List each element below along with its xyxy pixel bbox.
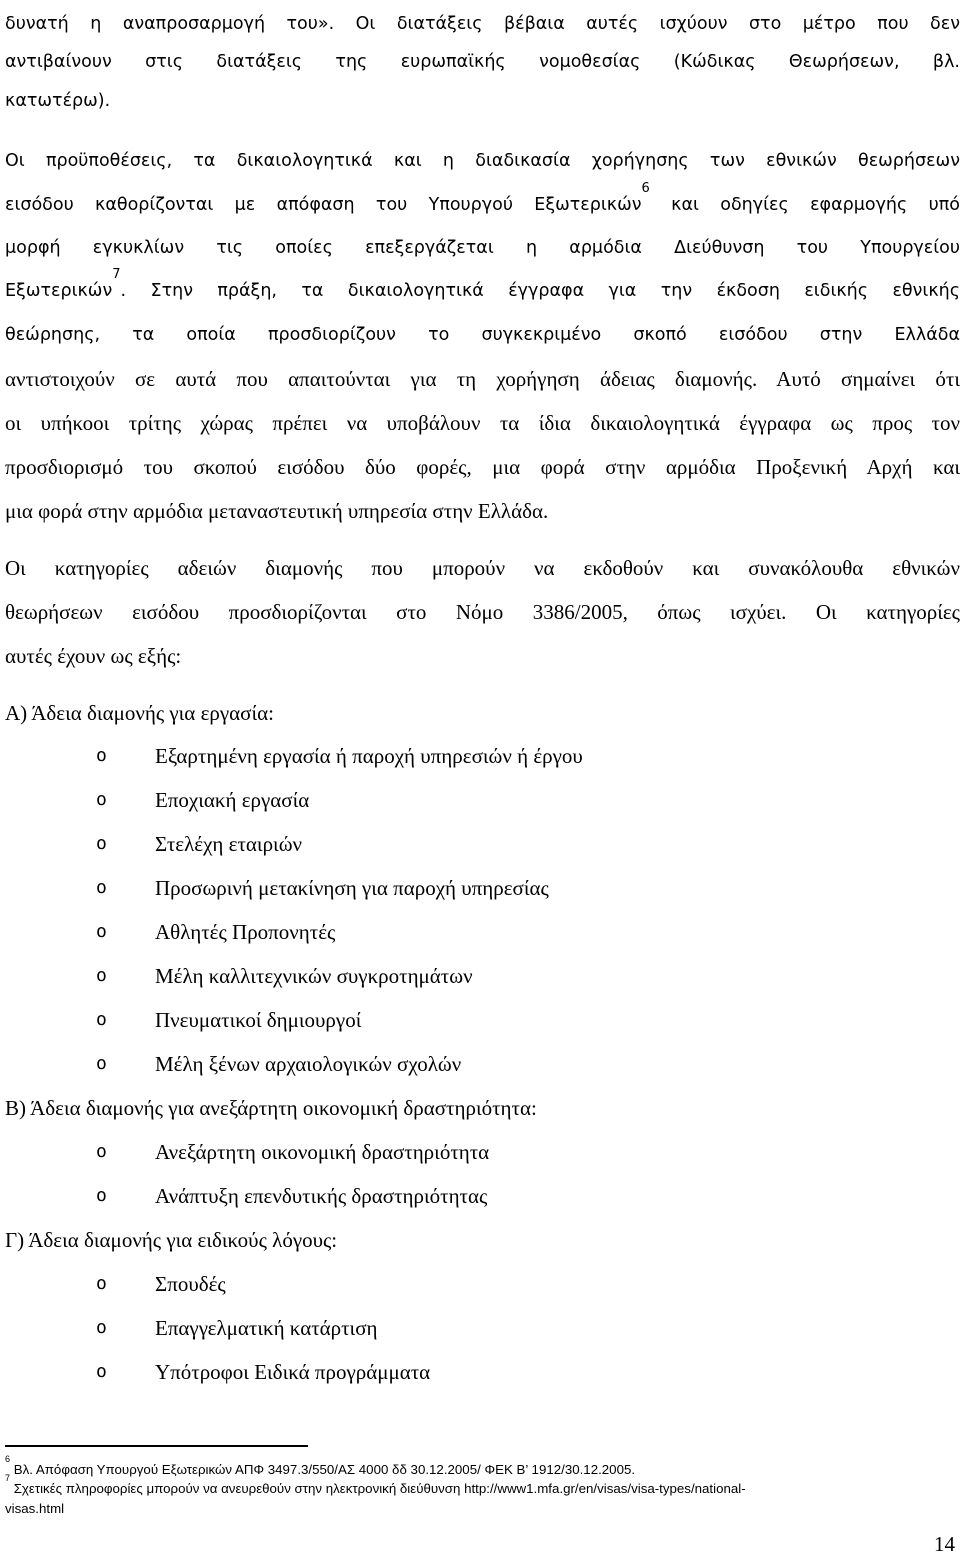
paragraph-2-line-2-text-after: και οδηγίες εφαρμογής υπό xyxy=(649,195,960,215)
bullet-icon: o xyxy=(96,877,107,898)
footnote-7-text[interactable]: Σχετικές πληροφορίες μπορούν να ανευρεθούν στην ηλεκτρονική διεύθυνση http://www1.mfa.gr/en/visas/visa-types/national- xyxy=(10,1481,746,1496)
paragraph-2-line-2-text: εισόδου καθορίζονται με απόφαση του Υπουργού Εξωτερικών xyxy=(5,195,642,215)
list-item: Μέλη καλλιτεχνικών συγκροτημάτων xyxy=(155,964,473,988)
footnote-separator xyxy=(5,1445,308,1447)
list-item: Αθλητές Προπονητές xyxy=(155,920,336,944)
paragraph-2-line-2 xyxy=(5,181,960,218)
list-item: Επαγγελματική κατάρτιση xyxy=(155,1316,378,1340)
list-item: Εποχιακή εργασία xyxy=(155,788,310,812)
footnote-6-mark: 6 xyxy=(5,1454,11,1464)
paragraph-3-line-3: αυτές έχουν ως εξής: xyxy=(5,644,182,668)
section-c-heading: Γ) Άδεια διαμονής για ειδικούς λόγους: xyxy=(5,1228,338,1252)
list-item: Πνευματικοί δημιουργοί xyxy=(155,1008,362,1032)
footnote-7-mark: 7 xyxy=(5,1473,11,1483)
footnote-6-text: Βλ. Απόφαση Υπουργού Εξωτερικών ΑΠΦ 3497.3/550/ΑΣ 4000 δδ 30.12.2005/ ΦΕΚ Β’ 1912/30.12.2005. xyxy=(10,1462,636,1477)
list-item: Υπότροφοι Ειδικά προγράμματα xyxy=(155,1360,431,1384)
bullet-icon: o xyxy=(96,1273,107,1294)
paragraph-2-line-8: προσδιορισμό του σκοπού εισόδου δύο φορές, μια φορά στην αρμόδια Προξενική Αρχή και xyxy=(5,455,960,479)
footnote-6 xyxy=(5,1454,955,1479)
paragraph-2-line-6: αντιστοιχούν σε αυτά που απαιτούνται για τη χορήγηση άδειας διαμονής. Αυτό σημαίνει ότι xyxy=(5,367,960,391)
list-item: Μέλη ξένων αρχαιολογικών σχολών xyxy=(155,1052,462,1076)
bullet-icon: o xyxy=(96,1009,107,1030)
bullet-icon: o xyxy=(96,1141,107,1162)
footnote-ref-6[interactable]: 6 xyxy=(641,181,650,196)
paragraph-1-line-3: κατωτέρω). xyxy=(5,91,111,111)
list-item: Προσωρινή μετακίνηση για παροχή υπηρεσίας xyxy=(155,876,549,900)
bullet-icon: o xyxy=(96,1053,107,1074)
paragraph-2-line-3: μορφή εγκυκλίων τις οποίες επεξεργάζεται η αρμόδια Διεύθυνση του Υπουργείου xyxy=(5,238,960,258)
paragraph-2-line-9: μια φορά στην αρμόδια μεταναστευτική υπηρεσία στην Ελλάδα. xyxy=(5,499,549,523)
paragraph-3-line-1: Οι κατηγορίες αδειών διαμονής που μπορούν να εκδοθούν και συνακόλουθα εθνικών xyxy=(5,556,960,580)
list-item: Ανάπτυξη επενδυτικής δραστηριότητας xyxy=(155,1184,488,1208)
paragraph-2-line-5: θεώρησης, τα οποία προσδιορίζουν το συγκεκριμένο σκοπό εισόδου στην Ελλάδα xyxy=(5,325,960,345)
paragraph-1-line-2: αντιβαίνουν στις διατάξεις της ευρωπαϊκής νομοθεσίας (Κώδικας Θεωρήσεων, βλ. xyxy=(5,52,960,72)
bullet-icon: o xyxy=(96,1361,107,1382)
paragraph-2-line-1: Οι προϋποθέσεις, τα δικαιολογητικά και η διαδικασία χορήγησης των εθνικών θεωρήσεων xyxy=(5,151,960,171)
paragraph-1-line-1: δυνατή η αναπροσαρμογή του». Οι διατάξεις βέβαια αυτές ισχύουν στο μέτρο που δεν xyxy=(5,14,960,34)
bullet-icon: o xyxy=(96,921,107,942)
paragraph-3-line-2: θεωρήσεων εισόδου προσδιορίζονται στο Νόμο 3386/2005, όπως ισχύει. Οι κατηγορίες xyxy=(5,600,960,624)
paragraph-2-line-4-text: Εξωτερικών xyxy=(5,281,113,301)
list-item: Στελέχη εταιριών xyxy=(155,832,303,856)
page-number: 14 xyxy=(934,1532,955,1556)
bullet-icon: o xyxy=(96,833,107,854)
footnote-7-continuation[interactable]: visas.html xyxy=(5,1501,65,1516)
paragraph-2-line-4-text-after: . Στην πράξη, τα δικαιολογητικά έγγραφα για την έκδοση ειδικής εθνικής xyxy=(120,281,960,301)
section-a-heading: Α) Άδεια διαμονής για εργασία: xyxy=(5,701,274,725)
paragraph-2-line-4 xyxy=(5,267,960,304)
section-b-heading: Β) Άδεια διαμονής για ανεξάρτητη οικονομική δραστηριότητα: xyxy=(5,1096,537,1120)
paragraph-2-line-7: οι υπήκοοι τρίτης χώρας πρέπει να υποβάλουν τα ίδια δικαιολογητικά έγγραφα ως προς τον xyxy=(5,411,960,435)
list-item: Σπουδές xyxy=(155,1272,226,1296)
bullet-icon: o xyxy=(96,789,107,810)
bullet-icon: o xyxy=(96,745,107,766)
bullet-icon: o xyxy=(96,965,107,986)
list-item: Ανεξάρτητη οικονομική δραστηριότητα xyxy=(155,1140,490,1164)
footnote-ref-7[interactable]: 7 xyxy=(112,267,121,282)
bullet-icon: o xyxy=(96,1317,107,1338)
bullet-icon: o xyxy=(96,1185,107,1206)
list-item: Εξαρτημένη εργασία ή παροχή υπηρεσιών ή έργου xyxy=(155,744,583,768)
footnote-7 xyxy=(5,1473,955,1498)
